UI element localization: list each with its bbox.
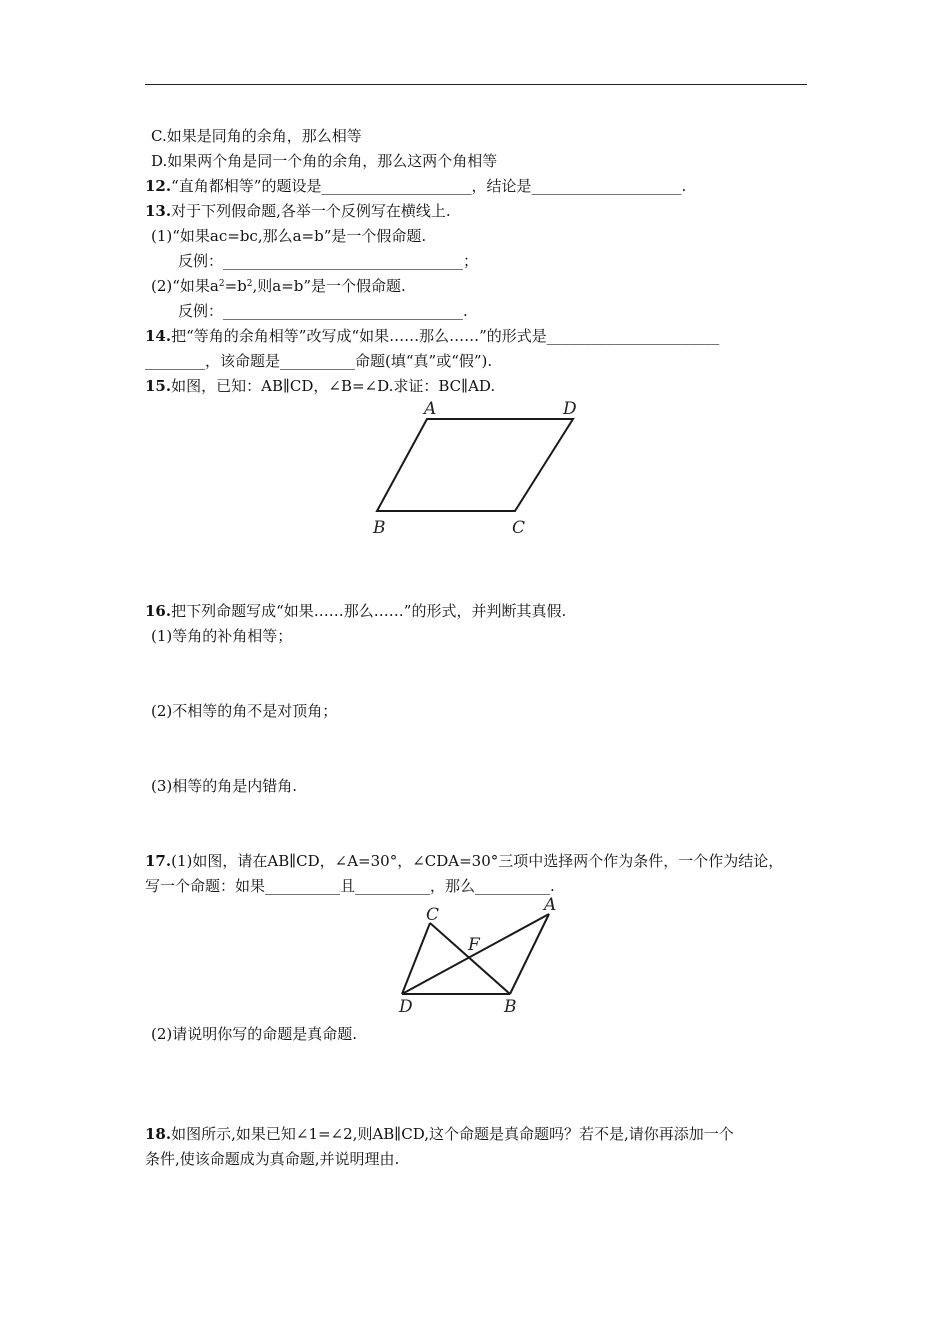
question-text: “直角都相等”的题设是____________________，结论是____________________.: [171, 177, 687, 195]
question-text: 把下列命题写成“如果……那么……”的形式，并判断其真假.: [171, 602, 567, 620]
label-f: F: [468, 935, 480, 955]
question-text: 如图所示,如果已知∠1=∠2,则AB∥CD,这个命题是真命题吗？若不是,请你再添加一个: [171, 1125, 734, 1143]
question-number: 15.: [145, 377, 172, 395]
question-18: [145, 1124, 734, 1144]
question-text: (1)如图，请在AB∥CD，∠A=30°，∠CDA=30°三项中选择两个作为条件，一个作为结论，: [171, 852, 784, 870]
question-12: [145, 176, 686, 196]
question-18-continued: 条件,使该命题成为真命题,并说明理由.: [145, 1150, 400, 1168]
question-16: [145, 601, 566, 621]
question-text: 把“等角的余角相等”改写成“如果……那么……”的形式是_______________________: [171, 327, 720, 345]
label-b: B: [504, 997, 517, 1017]
text-segment: (2)“如果a: [151, 277, 219, 295]
question-14: [145, 326, 719, 346]
question-14-continued: ________，该命题是__________命题(填“真”或“假”).: [145, 352, 493, 370]
text-segment: =b: [224, 277, 247, 295]
label-a: A: [424, 399, 437, 419]
question-number: 18.: [145, 1125, 172, 1143]
question-15: [145, 376, 495, 396]
label-d: D: [399, 997, 413, 1017]
question-number: 16.: [145, 602, 172, 620]
question-16-part-2: (2)不相等的角不是对顶角；: [151, 702, 338, 720]
question-text: 如图，已知：AB∥CD，∠B=∠D.求证：BC∥AD.: [171, 377, 496, 395]
superscript: 2: [246, 279, 253, 289]
question-number: 14.: [145, 327, 172, 345]
question-13-part-2-answer: 反例：________________________________.: [178, 302, 468, 320]
segment-ab: [510, 914, 549, 994]
figure-parallelogram: [360, 396, 600, 546]
header-rule: [145, 84, 807, 85]
label-c: C: [426, 905, 440, 925]
question-13-part-1: (1)“如果ac=bc,那么a=b”是一个假命题.: [151, 227, 427, 245]
question-number: 12.: [145, 177, 172, 195]
question-13-part-2: [151, 276, 406, 296]
question-13-part-1-answer: 反例：________________________________；: [178, 252, 479, 270]
question-17-continued: 写一个命题：如果__________且__________，那么__________.: [145, 877, 555, 895]
parallelogram-shape: [377, 419, 573, 511]
label-b: B: [373, 518, 386, 538]
option-c: C.如果是同角的余角，那么相等: [151, 127, 362, 145]
question-16-part-3: (3)相等的角是内错角.: [151, 777, 298, 795]
question-number: 17.: [145, 852, 172, 870]
option-d: D.如果两个角是同一个角的余角，那么这两个角相等: [151, 152, 498, 170]
label-a: A: [544, 895, 557, 915]
segment-dc: [402, 923, 430, 994]
question-number: 13.: [145, 202, 172, 220]
question-17: [145, 851, 783, 871]
label-c: C: [512, 518, 526, 538]
superscript: 2: [218, 279, 225, 289]
text-segment: ,则a=b”是一个假命题.: [252, 277, 406, 295]
figure-crossed-lines: [390, 896, 570, 1016]
question-17-part-2: (2)请说明你写的命题是真命题.: [151, 1025, 358, 1043]
segment-cb: [430, 923, 510, 994]
question-text: 对于下列假命题,各举一个反例写在横线上.: [171, 202, 451, 220]
label-d: D: [563, 399, 577, 419]
question-13: [145, 201, 451, 221]
question-16-part-1: (1)等角的补角相等；: [151, 627, 293, 645]
